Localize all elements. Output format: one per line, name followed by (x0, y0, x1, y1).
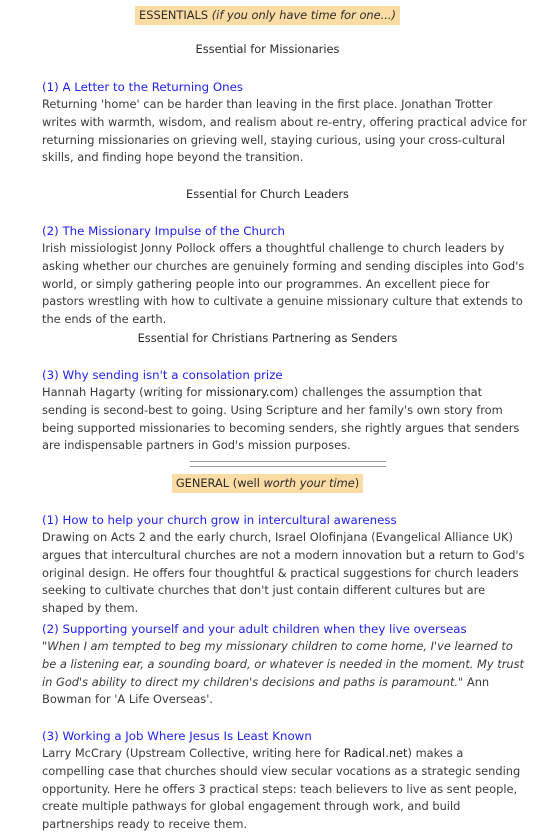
article-summary: Hannah Hagarty (writing for missionary.com) challenges the assumption that sending is second-best to going. Using Scripture and her family's own story from being supported missionaries to becoming senders, she rightly argues that senders are indispensable partners in God's mission purposes. (42, 385, 520, 453)
site-link[interactable]: Radical.net (343, 746, 408, 760)
article-link[interactable]: (1) A Letter to the Returning Ones (42, 80, 244, 94)
attribution: Ann Bowman for 'A Life Overseas'. (42, 674, 490, 707)
section-heading-missionaries (0, 41, 535, 59)
quote: "When I am tempted to beg my missionary children to come home, I've learned to be a listening ear, a sounding board, or whatever is needed in the moment. My trust in God's ability to direct my children's decisions and paths is paramount." (42, 639, 524, 689)
section-heading-church-leaders (0, 186, 535, 204)
section-divider (190, 461, 386, 467)
section-heading-senders (0, 330, 535, 348)
section-heading: Essential for Church Leaders (186, 187, 349, 201)
article-item-1 (0, 78, 535, 167)
essentials-header (0, 6, 535, 26)
article-item-3 (0, 366, 535, 455)
article-summary: Drawing on Acts 2 and the early church, Israel Olofinjana (Evangelical Alliance UK) argues that intercultural churches are not a modern innovation but a return to God's original design. He offers four thoughtful & practical suggestions for church leaders seeking to cultivate churches that don't just contain different cultures but are shaped by them. (42, 530, 525, 616)
article-link[interactable]: (3) Why sending isn't a consolation prize (42, 368, 283, 382)
article-item-2 (0, 222, 535, 329)
article-link[interactable]: (3) Working a Job Where Jesus Is Least Known (42, 729, 312, 743)
article-link[interactable]: (2) Supporting yourself and your adult children when they live overseas (42, 622, 467, 636)
general-item-1 (0, 511, 535, 618)
general-item-2 (0, 620, 535, 709)
site-link[interactable]: missionary.com (205, 385, 294, 399)
section-heading: Essential for Christians Partnering as Senders (137, 331, 398, 345)
general-item-3 (0, 727, 535, 834)
article-summary: Irish missiologist Jonny Pollock offers a thoughtful challenge to church leaders by asking whether our churches are genuinely forming and sending disciples into God's world, or simply gathering people into our programmes. An excellent piece for pastors wrestling with how to cultivate a genuine missionary culture that extends to the ends of the earth. (42, 241, 525, 327)
article-link[interactable]: (1) How to help your church grow in intercultural awareness (42, 513, 397, 527)
article-summary (0, 638, 535, 709)
article-summary: Returning 'home' can be harder than leaving in the first place. Jonathan Trotter writes with warmth, wisdom, and realism about re-entry, offering practical advice for returning missionaries on grieving well, staying curious, using your cross-cultural skills, and finding hope beyond the transition. (42, 97, 527, 165)
section-heading: Essential for Missionaries (195, 42, 340, 56)
essentials-badge: ESSENTIALS (if you only have time for one...) (135, 6, 400, 25)
article-summary: Larry McCrary (Upstream Collective, writing here for Radical.net) makes a compelling case that churches should view secular vocations as a strategic sending opportunity. Here he offers 3 practical steps: teach believers to live as sent people, create multiple pathways for global engagement through work, and build partnerships ready to receive them. (42, 746, 521, 832)
general-header (0, 474, 535, 494)
general-badge: GENERAL (well worth your time) (172, 474, 363, 493)
article-link[interactable]: (2) The Missionary Impulse of the Church (42, 224, 286, 238)
